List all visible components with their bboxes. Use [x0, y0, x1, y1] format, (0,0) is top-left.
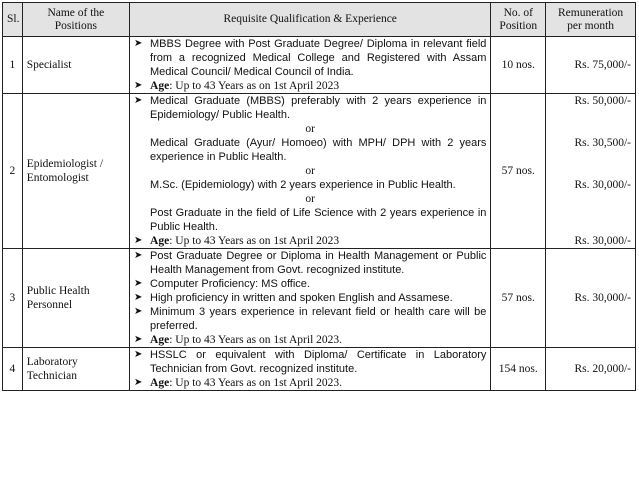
- table-row-specialist: [3, 37, 636, 94]
- row-sl: 3: [3, 249, 23, 348]
- table-row-public-health: [3, 249, 636, 348]
- age-text: : Up to 43 Years as on 1st April 2023: [169, 80, 340, 92]
- arrow-bullet-icon: ➤: [134, 80, 143, 91]
- header-positions: No. of Position: [491, 3, 546, 37]
- remuneration-value: Rs. 50,000/-: [574, 95, 631, 107]
- row-sl: 4: [3, 348, 23, 391]
- row-sl: 1: [3, 37, 23, 94]
- arrow-bullet-icon: ➤: [134, 95, 143, 106]
- position-name: Laboratory Technician: [22, 348, 129, 391]
- position-count: 154 nos.: [491, 348, 546, 391]
- qualification-alt: M.Sc. (Epidemiology) with 2 years experience in Public Health.: [150, 179, 456, 191]
- qualification-table: [2, 2, 636, 391]
- position-name: Epidemiologist / Entomologist: [22, 94, 129, 249]
- qualification-alt: Post Graduate in the field of Life Science with 2 years experience in Public Health.: [150, 207, 487, 233]
- age-label: Age: [150, 334, 170, 346]
- age-label: Age: [150, 235, 170, 247]
- remuneration-value: Rs. 30,000/-: [546, 249, 636, 348]
- remuneration-value: Rs. 20,000/-: [546, 348, 636, 391]
- table-row-lab-technician: [3, 348, 636, 391]
- age-item: [134, 234, 486, 248]
- qualification-item: ➤ Minimum 3 years experience in relevant field or health care will be preferred.: [134, 306, 487, 332]
- qualification-item: ➤ Medical Graduate (MBBS) preferably with 2 years experience in Epidemiology/ Public Health.: [134, 95, 487, 121]
- age-item: [134, 376, 486, 390]
- or-separator: or: [305, 123, 315, 135]
- arrow-bullet-icon: ➤: [134, 306, 143, 317]
- age-item: [134, 79, 486, 93]
- qualification-item: ➤ MBBS Degree with Post Graduate Degree/ Diploma in relevant field from a recognized Medical College and Registered with Assam Medical Council/ Medical Council of India.: [134, 38, 487, 78]
- position-count: 57 nos.: [491, 94, 546, 249]
- remuneration-value: Rs. 30,000/-: [574, 235, 631, 247]
- arrow-bullet-icon: ➤: [134, 334, 143, 345]
- header-row: [3, 3, 636, 37]
- qualification-cell: [130, 249, 491, 348]
- header-qualification: Requisite Qualification & Experience: [130, 3, 491, 37]
- qualification-alt: Medical Graduate (Ayur/ Homoeo) with MPH/ DPH with 2 years experience in Public Health.: [150, 137, 487, 163]
- position-count: 10 nos.: [491, 37, 546, 94]
- remuneration-cell: [546, 94, 636, 249]
- arrow-bullet-icon: ➤: [134, 278, 143, 289]
- age-item: [134, 333, 486, 347]
- qualification-item: ➤ High proficiency in written and spoken English and Assamese.: [134, 292, 453, 304]
- or-separator: or: [305, 165, 315, 177]
- qualification-item: ➤ Post Graduate Degree or Diploma in Health Management or Public Health Management from Govt. recognized institute.: [134, 250, 487, 276]
- arrow-bullet-icon: ➤: [134, 235, 143, 246]
- position-name: Public Health Personnel: [22, 249, 129, 348]
- row-sl: 2: [3, 94, 23, 249]
- arrow-bullet-icon: ➤: [134, 38, 143, 49]
- qualification-cell: [130, 94, 491, 249]
- remuneration-value: Rs. 75,000/-: [546, 37, 636, 94]
- qualification-cell: [130, 37, 491, 94]
- header-name: Name of the Positions: [22, 3, 129, 37]
- header-sl: Sl.: [3, 3, 23, 37]
- arrow-bullet-icon: ➤: [134, 377, 143, 388]
- age-label: Age: [150, 377, 170, 389]
- arrow-bullet-icon: ➤: [134, 250, 143, 261]
- qualification-cell: [130, 348, 491, 391]
- age-label: Age: [150, 80, 170, 92]
- arrow-bullet-icon: ➤: [134, 292, 143, 303]
- remuneration-value: Rs. 30,000/-: [574, 179, 631, 191]
- qualification-item: ➤ HSSLC or equivalent with Diploma/ Certificate in Laboratory Technician from Govt. recognized institute.: [134, 349, 487, 375]
- age-text: : Up to 43 Years as on 1st April 2023.: [169, 334, 343, 346]
- position-name: Specialist: [22, 37, 129, 94]
- header-remuneration: Remuneration per month: [546, 3, 636, 37]
- or-separator: or: [305, 193, 315, 205]
- position-count: 57 nos.: [491, 249, 546, 348]
- age-text: : Up to 43 Years as on 1st April 2023: [169, 235, 340, 247]
- remuneration-value: Rs. 30,500/-: [574, 137, 631, 149]
- age-text: : Up to 43 Years as on 1st April 2023.: [169, 377, 343, 389]
- qualification-item: ➤ Computer Proficiency: MS office.: [134, 278, 310, 290]
- arrow-bullet-icon: ➤: [134, 349, 143, 360]
- table-row-epidemiologist: [3, 94, 636, 249]
